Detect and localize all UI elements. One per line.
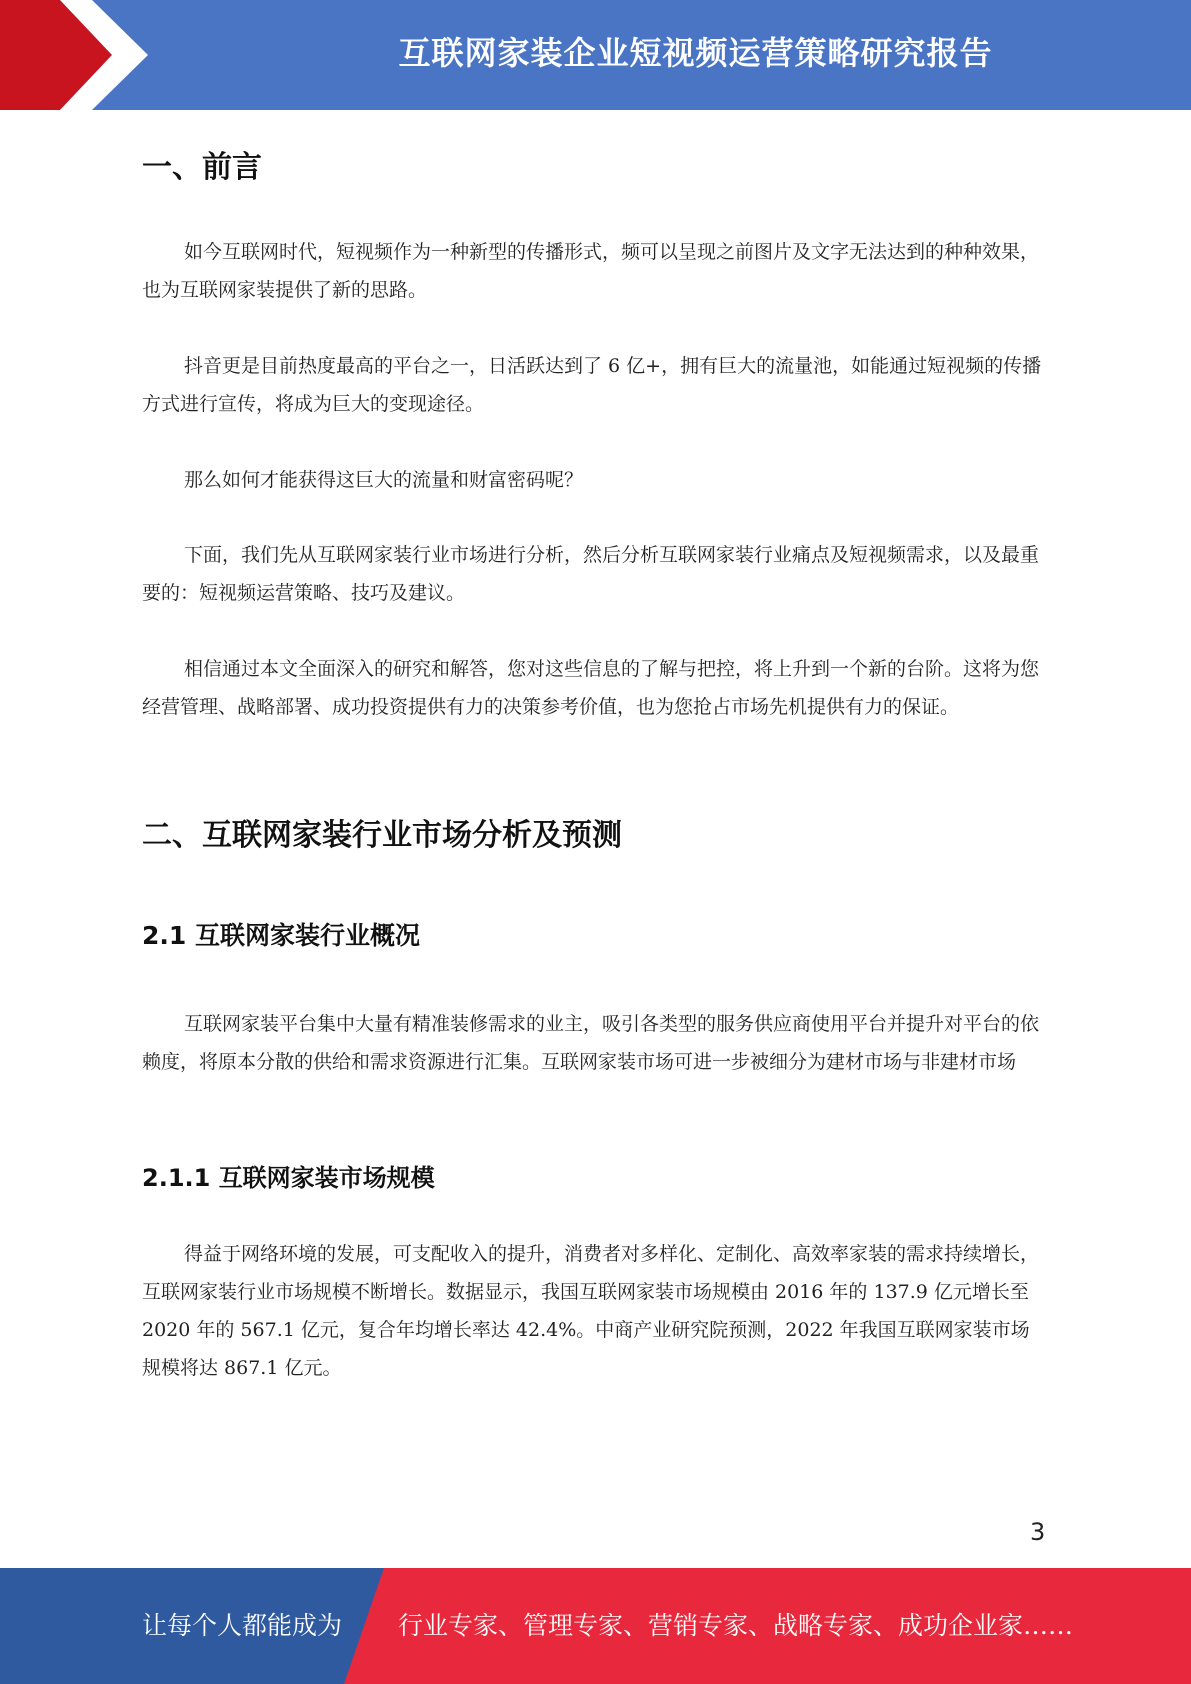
preface-paragraph-1: 如今互联网时代，短视频作为一种新型的传播形式，频可以呈现之前图片及文字无法达到的种种效果，也为互联网家装提供了新的思路。 [142,241,1040,301]
section-heading-preface: 一、前言 [142,150,262,185]
footer-slogan-right: 行业专家、管理专家、营销专家、战略专家、成功企业家…… [398,1611,1074,1640]
overview-paragraph: 互联网家装平台集中大量有精准装修需求的业主，吸引各类型的服务供应商使用平台并提升对平台的依赖度，将原本分散的供给和需求资源进行汇集。互联网家装市场可进一步被细分为建材市场与非建材市场 [142,1013,1040,1073]
market-size-paragraph: 得益于网络环境的发展，可支配收入的提升，消费者对多样化、定制化、高效率家装的需求持续增长，互联网家装行业市场规模不断增长。数据显示，我国互联网家装市场规模由 2016 年的 137.9 亿元增长至 2020 年的 567.1 亿元，复合年均增长率达 42.4%。中商产业研究院预测，2022 年我国互联网家装市场规模将达 867.1 亿元。 [142,1243,1040,1379]
preface-paragraph-3: 那么如何才能获得这巨大的流量和财富密码呢？ [184,469,584,491]
preface-paragraph-4: 下面，我们先从互联网家装行业市场进行分析，然后分析互联网家装行业痛点及短视频需求，以及最重要的：短视频运营策略、技巧及建议。 [142,544,1040,604]
subsection-heading-market-size: 2.1.1 互联网家装市场规模 [142,1164,435,1192]
footer-slogan-left: 让每个人都能成为 [142,1611,343,1640]
page-number: 3 [1030,1518,1046,1546]
preface-paragraph-5: 相信通过本文全面深入的研究和解答，您对这些信息的了解与把控，将上升到一个新的台阶。这将为您经营管理、战略部署、成功投资提供有力的决策参考价值，也为您抢占市场先机提供有力的保证。 [142,658,1040,718]
section-heading-market-analysis: 二、互联网家装行业市场分析及预测 [142,818,622,853]
header-arrow-decoration [0,0,160,110]
subsection-heading-overview: 2.1 互联网家装行业概况 [142,921,420,950]
report-title: 互联网家装企业短视频运营策略研究报告 [398,34,993,72]
page-header [0,0,1191,110]
page-footer [0,1568,1191,1684]
preface-paragraph-2: 抖音更是目前热度最高的平台之一，日活跃达到了 6 亿+，拥有巨大的流量池，如能通过短视频的传播方式进行宣传，将成为巨大的变现途径。 [142,355,1042,415]
